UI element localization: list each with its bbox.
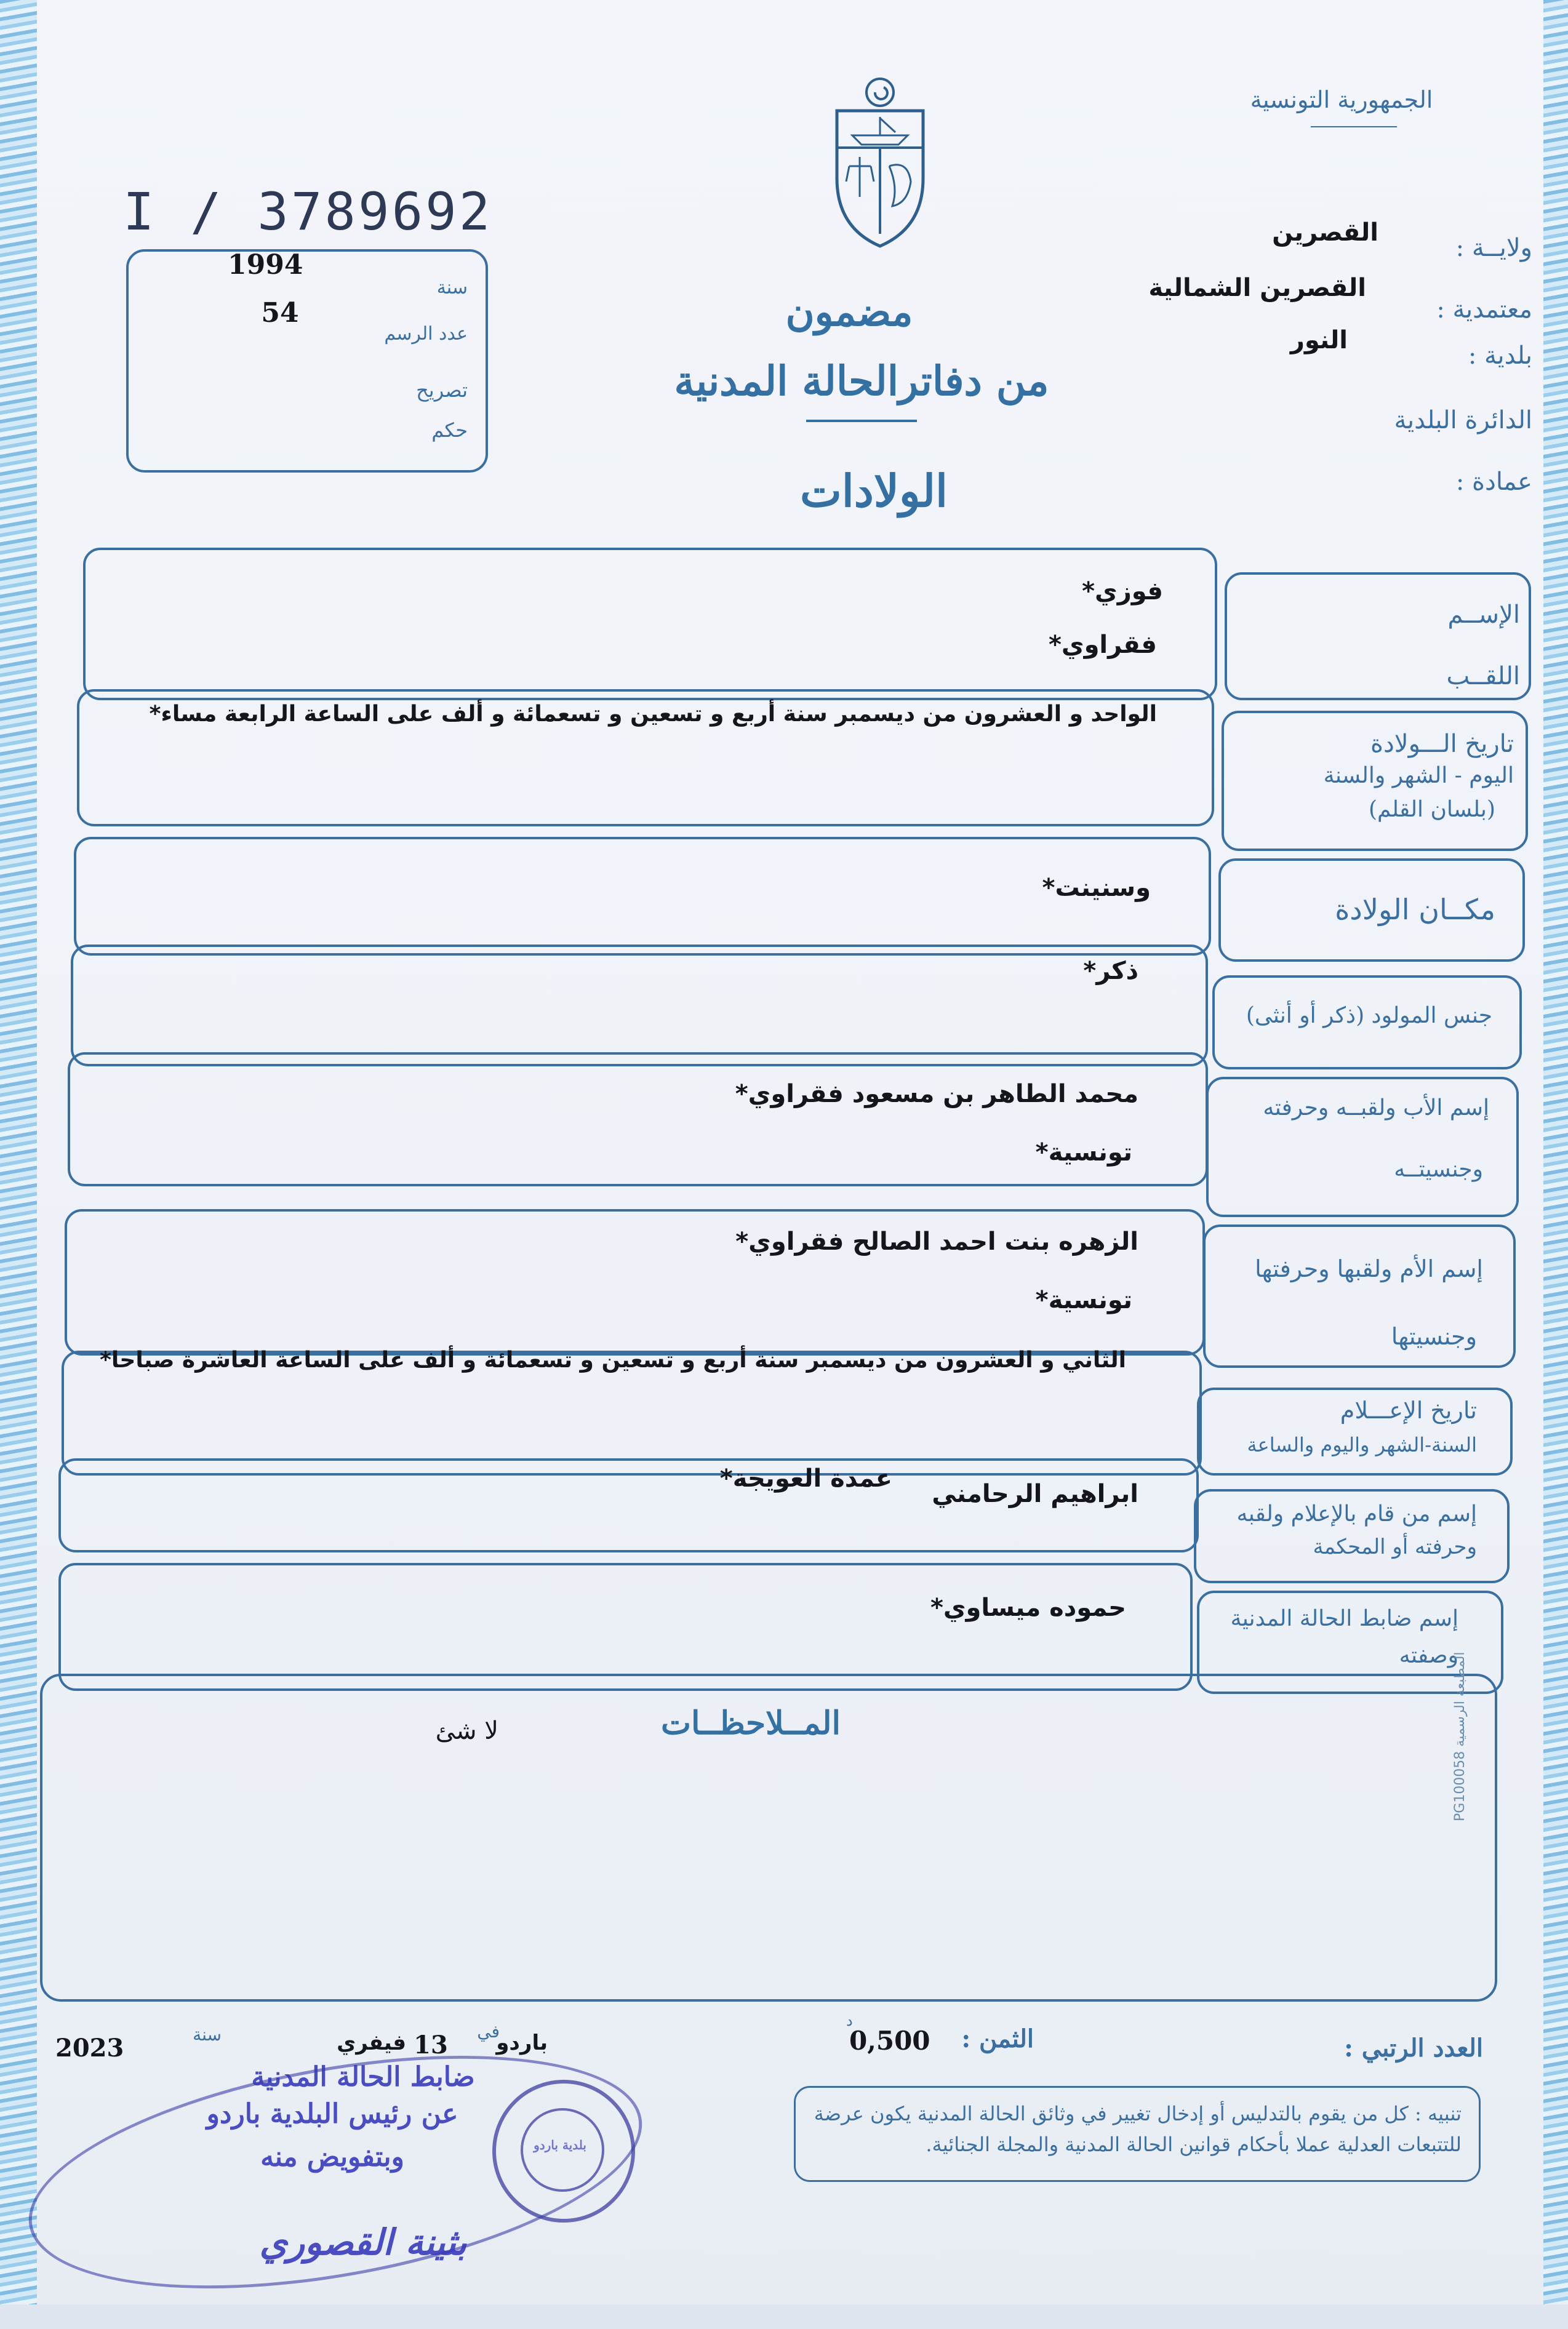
declarant-label: إسم من قام بالإعلام ولقبه	[1236, 1501, 1477, 1527]
printer-code: المطبعة الرسمية PG100058	[1452, 1652, 1468, 1821]
stamp-line-officer: ضابط الحالة المدنية	[251, 2061, 475, 2093]
last-name-value: فقراوي*	[1048, 631, 1157, 659]
officer-signature: بثينة القصوري	[259, 2221, 467, 2263]
father-nationality-label: وجنسيتــه	[1394, 1157, 1483, 1182]
mother-nationality-label: وجنسيتها	[1391, 1323, 1477, 1350]
sex-label: جنس المولود (ذكر أو أنثى)	[1246, 1003, 1492, 1028]
father-label: إسم الأب ولقبــه وحرفته	[1263, 1095, 1489, 1121]
father-nationality-value: تونسية*	[1035, 1138, 1132, 1167]
mother-label: إسم الأم ولقبها وحرفتها	[1255, 1255, 1483, 1282]
first-name-value: فوزي*	[1082, 577, 1163, 605]
declarant-sub-label: وحرفته أو المحكمة	[1313, 1535, 1477, 1559]
father-value: محمد الطاهر بن مسعود فقراوي*	[735, 1080, 1138, 1108]
officer-sub-label: وصفته	[1399, 1643, 1458, 1668]
issue-place: باردو	[496, 2031, 548, 2055]
birth-date-value: الواحد و العشرون من ديسمبر سنة أربع و تسعين و تسعمائة و ألف على الساعة الرابعة مساء*	[149, 701, 1157, 727]
serial-number-label: العدد الرتبي :	[1344, 2034, 1483, 2063]
price-value: 0,500	[849, 2026, 930, 2056]
republic-title: الجمهورية التونسية	[1250, 86, 1433, 113]
officer-value: حموده ميساوي*	[930, 1594, 1126, 1622]
mootamadia-label: معتمدية :	[1436, 295, 1532, 324]
birth-date-label: تاريخ الـــولادة	[1370, 730, 1514, 758]
mother-nationality-value: تونسية*	[1035, 1286, 1132, 1314]
officer-label: إسم ضابط الحالة المدنية	[1230, 1606, 1458, 1631]
birth-date-sub-label: اليوم - الشهر والسنة	[1323, 763, 1514, 788]
title-births: الولادات	[799, 465, 948, 517]
issue-day: 13	[414, 2031, 448, 2059]
price-currency: د	[846, 2012, 853, 2029]
declaration-date-sub-label: السنة-الشهر واليوم والساعة	[1247, 1433, 1477, 1456]
notes-title: المــلاحظــات	[661, 1704, 841, 1742]
record-judgment-label: حكم	[431, 418, 468, 442]
imada-label: عمادة :	[1455, 468, 1532, 496]
record-number-label: عدد الرسم	[384, 323, 468, 345]
title-underline	[806, 420, 917, 422]
stamp-line-mayor: عن رئيس البلدية باردو	[206, 2098, 458, 2130]
round-municipal-seal	[492, 2080, 635, 2223]
value-box-name	[83, 548, 1217, 700]
wilaya-value: القصرين	[1272, 218, 1378, 247]
daira-label: الدائرة البلدية	[1394, 406, 1532, 434]
birth-place-value: وسنينت*	[1042, 874, 1151, 902]
wilaya-label: ولايــة :	[1455, 234, 1532, 262]
mother-value: الزهره بنت احمد الصالح فقراوي*	[735, 1228, 1138, 1256]
issue-year-label: سنة	[193, 2024, 222, 2045]
record-year-value: 1994	[228, 249, 303, 281]
price-label: الثمن :	[961, 2024, 1034, 2053]
document-serial-number: I / 3789692	[123, 182, 493, 242]
declaration-date-label: تاريخ الإعـــلام	[1340, 1397, 1477, 1424]
issue-month: فيفري	[337, 2031, 406, 2055]
notes-value: لا شئ	[435, 1717, 498, 1745]
security-border-left	[0, 0, 37, 2304]
security-border-right	[1543, 0, 1568, 2304]
baladia-label: بلدية :	[1468, 342, 1532, 370]
baladia-value: النور	[1290, 326, 1348, 354]
birth-date-words-label: (بلسان القلم)	[1368, 797, 1495, 822]
birth-place-label: مكــان الولادة	[1335, 893, 1495, 926]
mootamadia-value: القصرين الشمالية	[1148, 274, 1366, 302]
round-seal-text: بلدية باردو	[534, 2138, 586, 2152]
sex-value: ذكر*	[1083, 957, 1138, 985]
coat-of-arms-emblem	[818, 74, 942, 252]
value-box-officer	[58, 1563, 1193, 1691]
declarant-role-value: عمدة العويجة*	[719, 1464, 892, 1493]
surname-label: اللقــب	[1446, 662, 1520, 690]
stamp-line-delegation: وبتفويض منه	[260, 2141, 404, 2173]
title-civil-registers: من دفاترالحالة المدنية	[674, 357, 1049, 405]
declarant-name-value: ابراهيم الرحامني	[932, 1480, 1138, 1508]
record-number-value: 54	[261, 297, 299, 329]
declaration-date-value: الثاني و العشرون من ديسمبر سنة أربع و تسعين و تسعمائة و ألف على الساعة العاشرة صباحا*	[100, 1348, 1126, 1373]
fraud-warning-box	[794, 2086, 1481, 2182]
record-declaration-label: تصريح	[416, 378, 468, 402]
issue-year: 2023	[55, 2034, 124, 2063]
name-label: الإســم	[1447, 601, 1520, 629]
issue-in-label: في	[477, 2021, 500, 2042]
fraud-warning-text: تنبيه : كل من يقوم بالتدليس أو إدخال تغيير في وثائق الحالة المدنية يكون عرضة للتتبعات العدلية عملا بأحكام قوانين الحالة المدنية والمجلة الجنائية.	[814, 2102, 1462, 2156]
title-content: مضمون	[785, 289, 913, 335]
republic-underline	[1311, 126, 1397, 127]
record-year-label: سنة	[436, 277, 468, 298]
